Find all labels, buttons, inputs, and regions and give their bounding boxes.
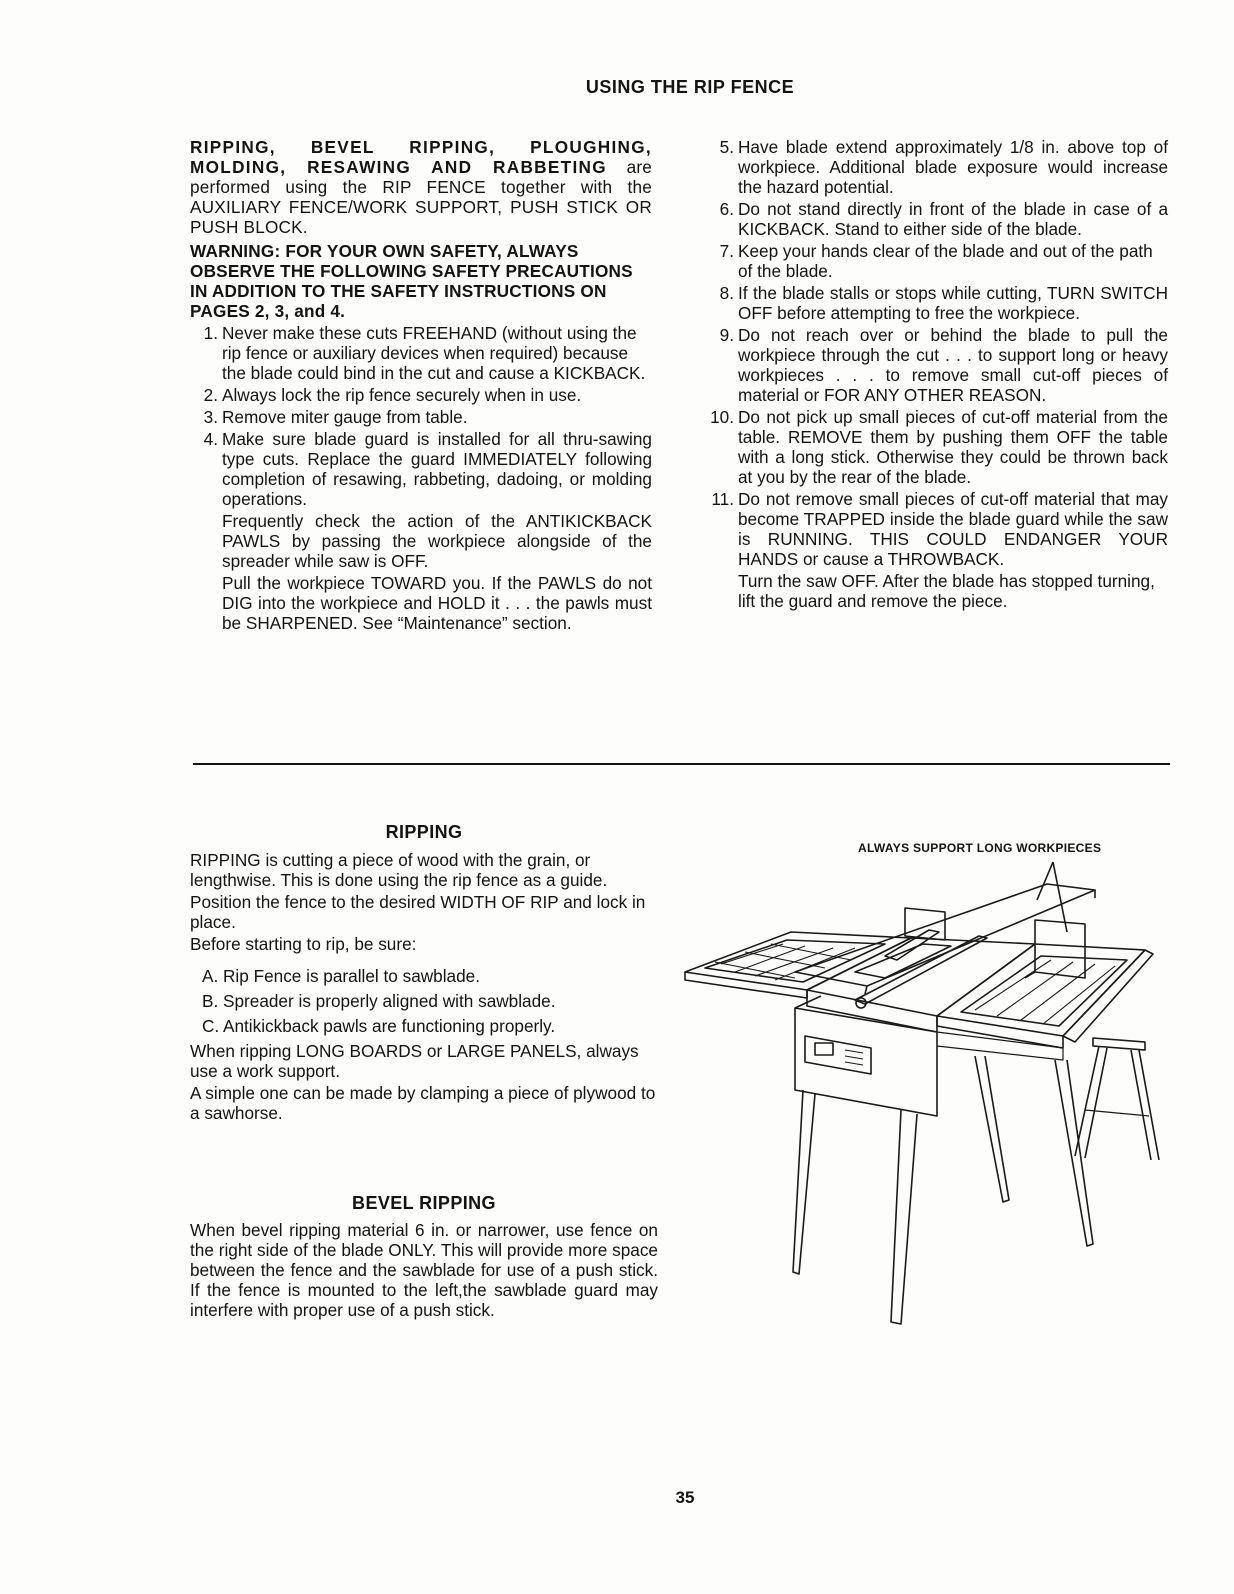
intro-paragraph [190,137,652,237]
rule-item: 9. Do not reach over or behind the blade to pull the workpiece through the cut . . . to support long or heavy workpieces . . . to remove small cut-off pieces of material or FOR ANY OTHER REASON. [719,325,1168,405]
section-divider [193,763,1170,765]
bevel-ripping-heading: BEVEL RIPPING [352,1193,496,1213]
rule-item: 10. Do not pick up small pieces of cut-off material from the table. REMOVE them by pushing them OFF the table with a long stick. Otherwise they could be thrown back at you by the rear of the blade. [710,407,1168,487]
safety-warning: WARNING: FOR YOUR OWN SAFETY, ALWAYS OBSERVE THE FOLLOWING SAFETY PRECAUTIONS IN ADDITION TO THE SAFETY INSTRUCTIONS ON PAGES 2, 3, and 4. [190,241,633,321]
rule4-pawl-check: Frequently check the action of the ANTIKICKBACK PAWLS by passing the workpiece alongside of the spreader while saw is OFF. [222,511,652,571]
ripping-section [190,822,658,1123]
right-column [706,137,1168,611]
ripping-heading: RIPPING [385,822,463,842]
ripping-long-boards: When ripping LONG BOARDS or LARGE PANELS, always use a work support. [190,1041,639,1081]
rule-item: 1. Never make these cuts FREEHAND (without using the rip fence or auxiliary devices when required) because the blade could bind in the cut and cause a KICKBACK. [203,323,646,383]
rule-item: 8. If the blade stalls or stops while cutting, TURN SWITCH OFF before attempting to free the workpiece. [719,283,1168,323]
check-item: C. Antikickback pawls are functioning properly. [202,1016,556,1036]
ripping-checklist [190,966,658,1036]
page-title: USING THE RIP FENCE [585,77,795,97]
rule-item: 11. Do not remove small pieces of cut-off material that may become TRAPPED inside the blade guard while the saw is RUNNING. THIS COULD ENDANGER YOUR HANDS or cause a THROWBACK. [711,489,1168,569]
rule-item: 5. Have blade extend approximately 1/8 in. above top of workpiece. Additional blade exposure would increase the hazard potential. [719,137,1168,197]
bevel-ripping-text: When bevel ripping material 6 in. or narrower, use fence on the right side of the blade ONLY. This will provide more space between the fence and the sawblade for use of a push stick. If the fence is mounted to the left,the sawblade guard may interfere with proper use of a push stick. [190,1220,658,1320]
table-saw-illustration [675,860,1185,1330]
page-number: 35 [675,1488,695,1507]
rule-item: 2. Always lock the rip fence securely when in use. [203,385,582,405]
figure-caption: ALWAYS SUPPORT LONG WORKPIECES [858,841,1102,855]
ripping-sawhorse: A simple one can be made by clamping a piece of plywood to a sawhorse. [190,1083,656,1123]
ripping-position: Position the fence to the desired WIDTH OF RIP and lock in place. [190,892,646,932]
rule4-pawl-test: Pull the workpiece TOWARD you. If the PAWLS do not DIG into the workpiece and HOLD it . . . the pawls must be SHARPENED. See “Maintenance” section. [222,573,652,633]
check-item: B. Spreader is properly aligned with sawblade. [202,991,556,1011]
rule-item: 4. Make sure blade guard is installed for all thru-sawing type cuts. Replace the guard IMMEDIATELY following completion of resawing, rabbeting, dadoing, or molding operations. [203,429,652,509]
rule-item: 6. Do not stand directly in front of the blade in case of a KICKBACK. Stand to either side of the blade. [719,199,1168,239]
ripping-before: Before starting to rip, be sure: [190,934,417,954]
intro-body: are performed using the RIP FENCE together with the AUXILIARY FENCE/WORK SUPPORT, PUSH STICK OR PUSH BLOCK. [190,157,653,237]
intro-lead: RIPPING, BEVEL RIPPING, PLOUGHING, MOLDING, RESAWING AND RABBETING [190,137,652,177]
bevel-ripping-section [190,1193,658,1320]
left-column [190,137,652,633]
safety-rules-right [706,137,1168,569]
rule11-extra: Turn the saw OFF. After the blade has stopped turning, lift the guard and remove the piece. [738,571,1155,611]
safety-rules-left [190,323,652,509]
rule-item: 7. Keep your hands clear of the blade and out of the path of the blade. [719,241,1153,281]
check-item: A. Rip Fence is parallel to sawblade. [202,966,481,986]
rule-item: 3. Remove miter gauge from table. [203,407,468,427]
ripping-definition: RIPPING is cutting a piece of wood with the grain, or lengthwise. This is done using the rip fence as a guide. [190,850,608,890]
